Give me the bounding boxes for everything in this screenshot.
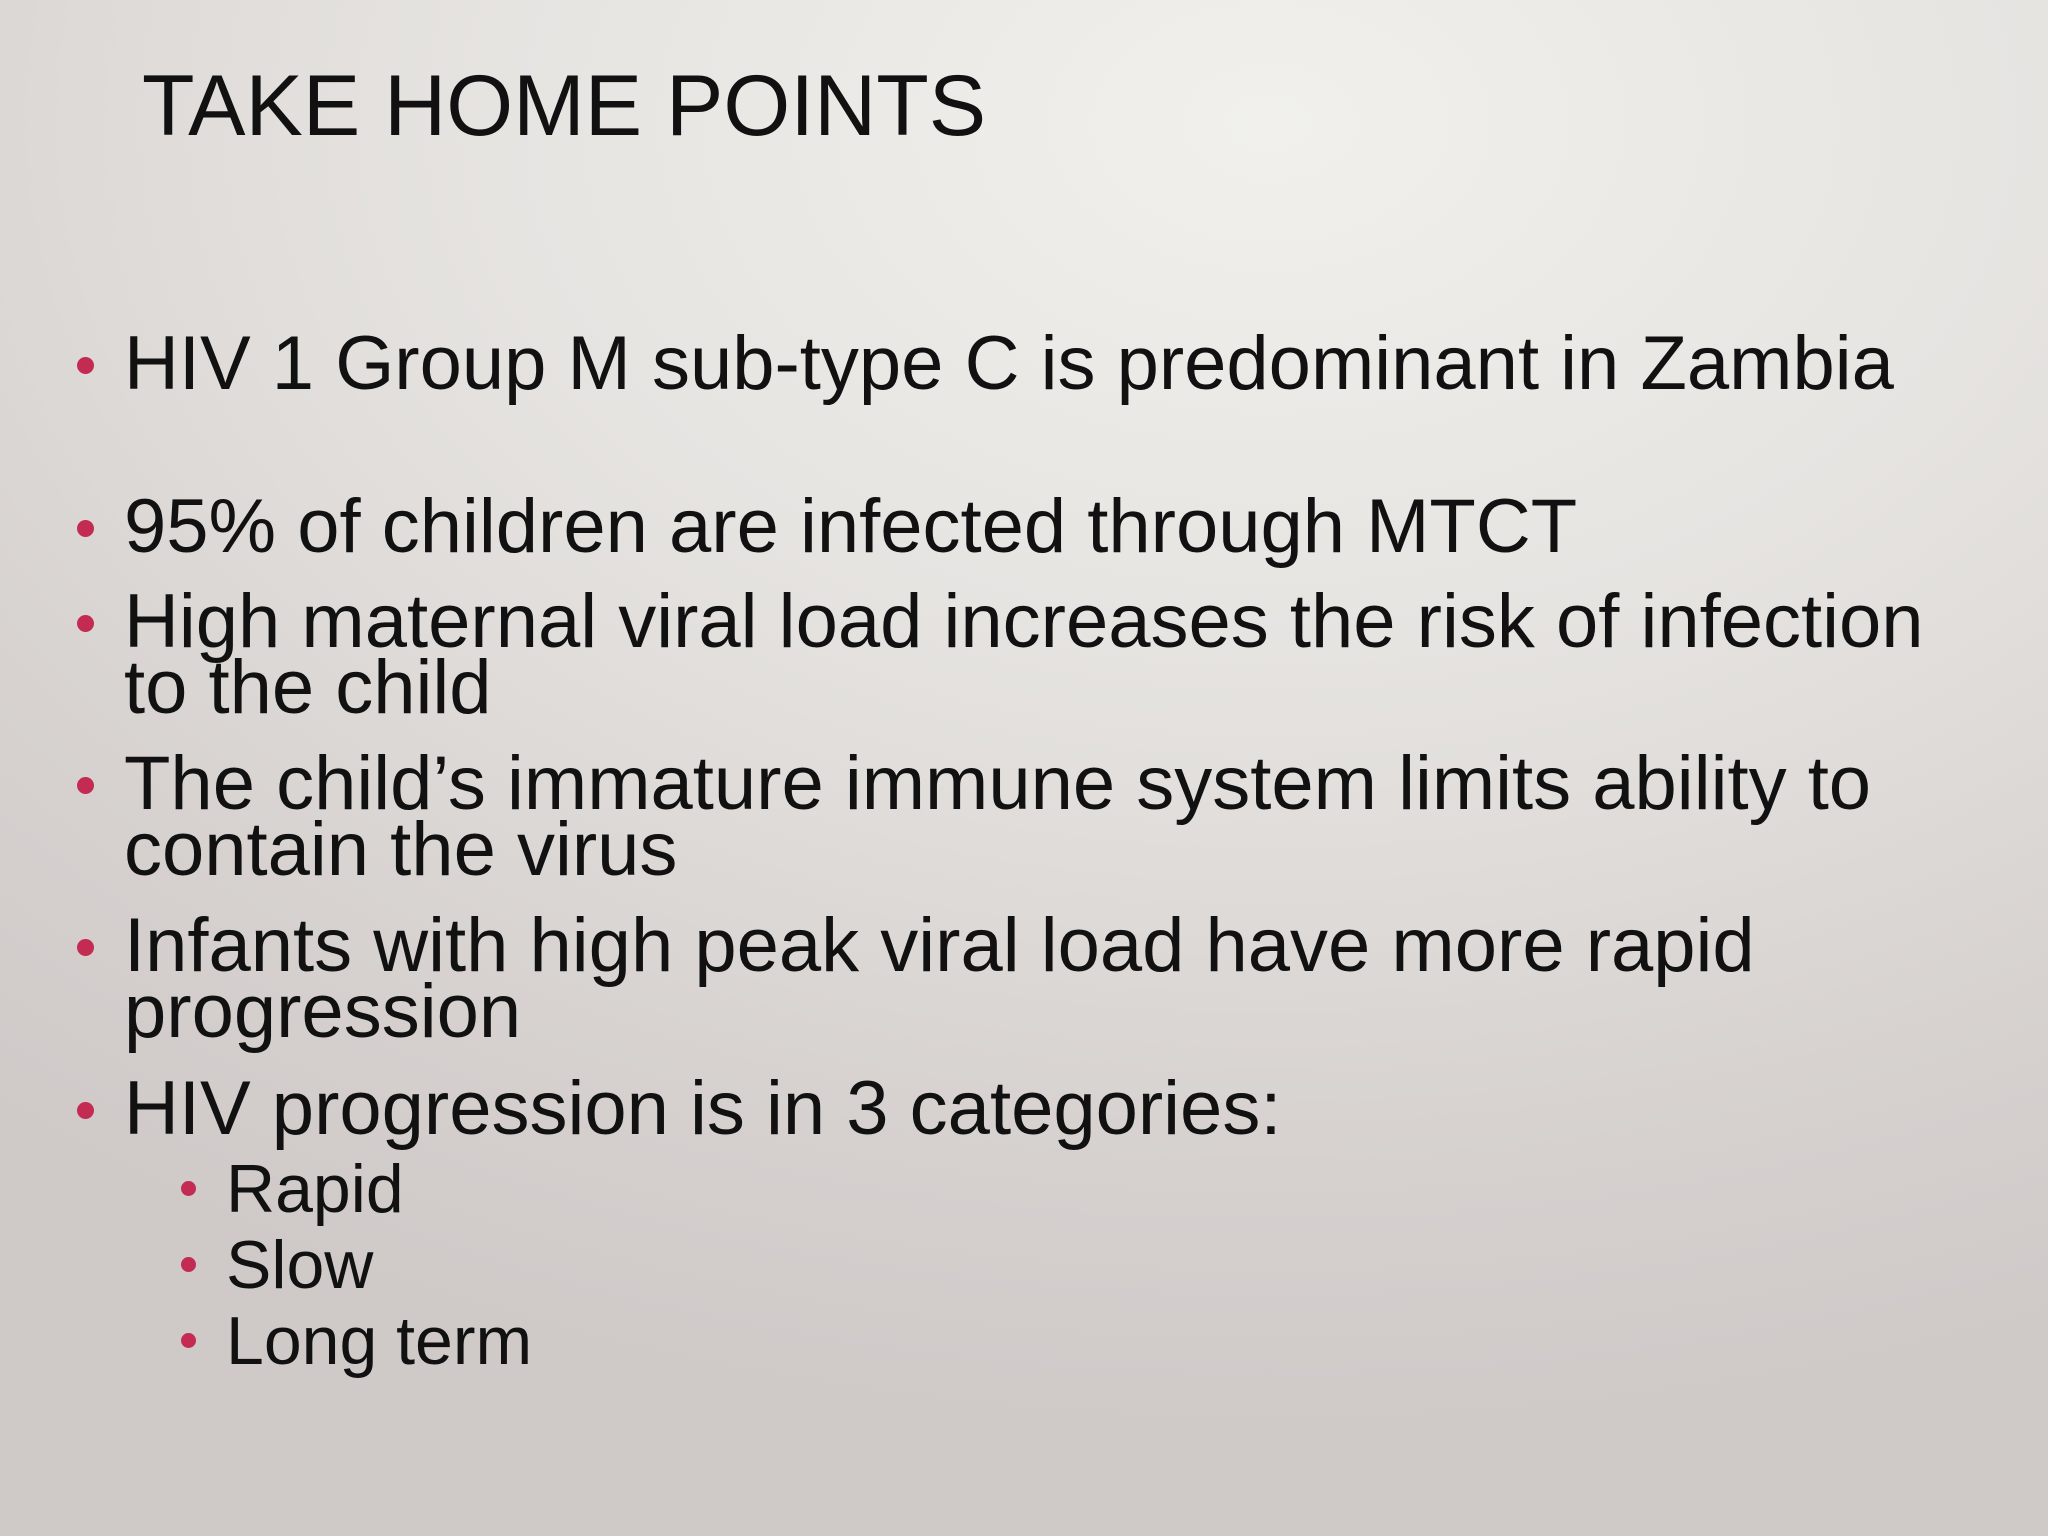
sub-bullet-item: Slow: [226, 1227, 374, 1303]
bullet-item: High maternal viral load increases the risk of infection to the child: [124, 579, 1924, 730]
bullet-item: Infants with high peak viral load have more rapid progression: [124, 903, 1755, 1054]
bullet-item: 95% of children are infected through MTCT: [124, 484, 1578, 569]
bullet-dot-icon: [77, 615, 94, 632]
bullet-dot-icon: [77, 357, 94, 374]
slide-title: TAKE HOME POINTS: [142, 58, 987, 154]
bullet-dot-icon: [77, 939, 94, 956]
sub-bullet-dot-icon: [181, 1257, 196, 1272]
bullet-item: HIV 1 Group M sub-type C is predominant in Zambia: [124, 321, 1894, 406]
bullet-item: The child’s immature immune system limits ability to contain the virus: [124, 741, 1872, 892]
sub-bullet-dot-icon: [181, 1181, 196, 1196]
sub-bullet-item: Long term: [226, 1303, 533, 1379]
bullet-dot-icon: [77, 777, 94, 794]
sub-bullet-item: Rapid: [226, 1151, 404, 1227]
sub-bullet-dot-icon: [181, 1333, 196, 1348]
bullet-dot-icon: [77, 1102, 94, 1119]
bullet-dot-icon: [77, 520, 94, 537]
bullet-item: HIV progression is in 3 categories:: [124, 1066, 1282, 1151]
